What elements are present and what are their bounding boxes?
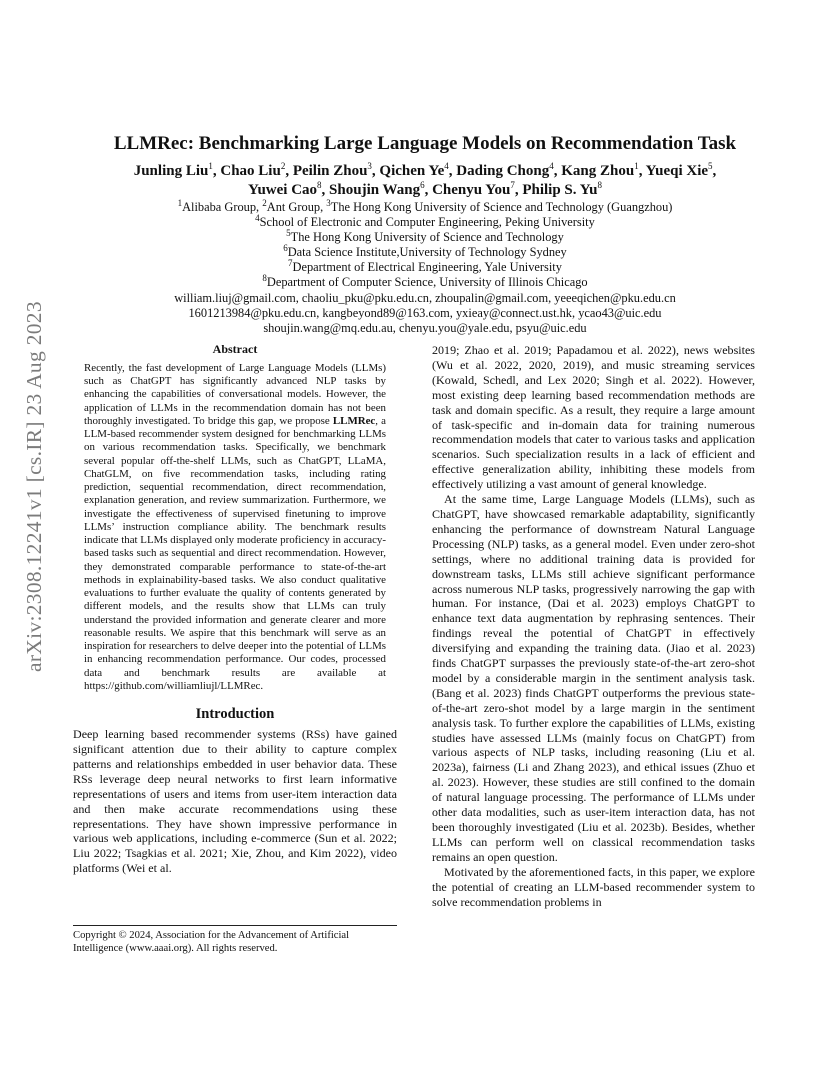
author-affiliation-mark: 8 <box>597 180 602 190</box>
author-name: Kang Zhou <box>561 163 635 179</box>
email-line: shoujin.wang@mq.edu.au, chenyu.you@yale.edu, psyu@uic.edu <box>263 320 587 335</box>
email-line: william.liuj@gmail.com, chaoliu_pku@pku.edu.cn, zhoupalin@gmail.com, yeeeqichen@pku.edu.cn <box>174 290 676 305</box>
affiliation-line: $^6$Data Science Institute,University of Technology Sydney <box>283 243 567 260</box>
system-name: LLMRec <box>332 414 376 427</box>
intro-paragraph: 2019; Zhao et al. 2019; Papadamou et al. 2022), news websites (Wu et al. 2022, 2020, 2019), and music streaming services (Kowald, Schedl, and Lex 2020; Singh et al. 2022). However, most existing deep learning based recommendation methods are task and domain specific. As a result, they require a large amount of task-specific and in-domain data for training numerous recommendation models that cater to various tasks and application scenarios. Such specialization results in a lack of efficient and effective generalization ability, inhibiting these models from effectively utilizing a vast amount of general knowledge. <box>432 343 755 492</box>
left-column <box>73 342 397 876</box>
author-name: Chao Liu <box>220 163 281 179</box>
author-name: Dading Chong <box>456 163 550 179</box>
arxiv-stamp: arXiv:2308.12241v1 [cs.IR] 23 Aug 2023 <box>22 301 46 673</box>
author-affiliation-mark: 7 <box>510 180 515 190</box>
author-affiliation-mark: 4 <box>549 161 554 171</box>
author-name: Qichen Ye <box>379 163 445 179</box>
abstract-heading: Abstract <box>212 342 258 356</box>
author-affiliation-mark: 5 <box>708 161 713 171</box>
affiliation-line: $^4$School of Electronic and Computer Engineering, Peking University <box>255 212 595 230</box>
author-affiliation-mark: 3 <box>367 161 372 171</box>
affiliation-line: $^1$Alibaba Group, $^2$Ant Group, $^3$The Hong Kong University of Science and Technology (Guangzhou) <box>177 197 673 214</box>
author-affiliation-mark: 6 <box>420 180 425 190</box>
intro-paragraph: Motivated by the aforementioned facts, in this paper, we explore the potential of creating an LLM-based recommender system to solve recommendation problems in <box>432 864 755 909</box>
abstract-text: Recently, the fast development of Large Language Models (LLMs) such as ChatGPT has significantly advanced NLP tasks by enhancing the capabilities of conversational models. However, the application of LLMs in the recommendation domain has not been thoroughly investigated. To bridge this gap, we propose LLMRec, a LLM-based recommender system designed for benchmarking LLMs on various recommendation tasks. Specifically, we benchmark several popular off-the-shelf LLMs, such as ChatGPT, LLaMA, ChatGLM, on five recommendation tasks, including rating prediction, sequential recommendation, direct recommendation, explanation generation, and review summarization. Furthermore, we investigate the effectiveness of supervised finetuning to improve LLMs’ instruction compliance ability. The benchmark results indicate that LLMs displayed only moderate proficiency in accuracy-based tasks such as sequential and direct recommendation. However, they demonstrated comparable performance to state-of-the-art methods in explainability-based tasks. We also conduct qualitative evaluations to further evaluate the quality of contents generated by different models, and the results show that LLMs can truly understand the provided information and generate clearer and more reasonable results. We aspire that this benchmark will serve as an inspiration for researchers to delve deeper into the potential of LLMs in enhancing recommendation performance. Our codes, processed data and benchmark results are available at https://github.com/williamliujl/LLMRec. <box>84 361 387 692</box>
paper-title: LLMRec: Benchmarking Large Language Models on Recommendation Task <box>113 133 737 154</box>
affiliation-line: $^5$The Hong Kong University of Science and Technology <box>286 228 564 245</box>
author-name: Chenyu You <box>432 182 511 198</box>
email-line: 1601213984@pku.edu.cn, kangbeyond89@163.com, yxieay@connect.ust.hk, ycao43@uic.edu <box>188 305 662 320</box>
author-affiliation-mark: 1 <box>634 161 639 171</box>
affiliation-line: $^8$Department of Computer Science, University of Illinois Chicago <box>262 273 588 290</box>
intro-paragraph: Deep learning based recommender systems (RSs) have gained significant attention due to their ability to capture complex patterns and relationships embedded in user behavior data. These RSs leverage deep neural networks to first learn informative representations of users and items from user-item interaction data and then make accurate recommendations using these representations. They have shown impressive performance in various web applications, including e-commerce (Sun et al. 2022; Liu 2022; Tsagkias et al. 2021; Xie, Zhou, and Kim 2022), video platforms (Wei et al. <box>73 727 397 876</box>
copyright-footnote: Copyright © 2024, Association for the Advancement of Artificial Intelligence (www.aaai.org). All rights reserved. <box>73 925 397 955</box>
author-name: Junling Liu <box>133 163 209 179</box>
right-column <box>432 343 755 909</box>
author-affiliation-mark: 2 <box>280 161 286 171</box>
author-affiliation-mark: 8 <box>317 180 322 190</box>
author-list: Junling Liu$^1$, Chao Liu$^2$, Peilin Zhou$^3$, Qichen Ye$^4$, Dading Chong$^4$, Kang Zhou$^1$, Yueqi Xie$^5$, Yuwei Cao$^8$, Shoujin Wang$^6$, Chenyu You$^7$, Philip S. Yu$^8$ <box>133 161 717 198</box>
author-name: Shoujin Wang <box>329 182 421 198</box>
author-name: Peilin Zhou <box>292 163 368 179</box>
author-name: Yuwei Cao <box>248 182 318 198</box>
affiliations-block <box>60 197 790 336</box>
affiliation-line: $^7$Department of Electrical Engineering, Yale University <box>288 258 562 275</box>
introduction-heading: Introduction <box>195 706 275 723</box>
author-name: Philip S. Yu <box>522 182 598 198</box>
author-affiliation-mark: 4 <box>444 161 449 171</box>
author-affiliation-mark: 1 <box>208 161 213 171</box>
author-name: Yueqi Xie <box>645 163 709 179</box>
intro-paragraph: At the same time, Large Language Models (LLMs), such as ChatGPT, have showcased remarkable adaptability, significantly enhancing the performance of downstream Natural Language Processing (NLP) tasks, as a general model. Even under zero-shot settings, where no additional training data is provided for downstream tasks, LLMs still achieve significant performance across numerous NLP tasks, progressively narrowing the gap with human. For instance, (Dai et al. 2023) employs ChatGPT to enhance text data augmentation by rephrasing sentences. Their findings reveal the potential of ChatGPT in effectively diversifying and expanding the training data. (Jiao et al. 2023) finds ChatGPT surpasses the previously state-of-the-art zero-shot model by a considerable margin in the sentiment analysis task. (Bang et al. 2023) finds ChatGPT outperforms the previous state-of-the-art zero-shot model by a large margin in the sentiment analysis task. To further explore the capabilities of LLMs, existing studies have assessed LLMs (mainly focus on ChatGPT) from various aspects of NLP tasks, including reasoning (Liu et al. 2023a), fairness (Li and Zhang 2023), and ethical issues (Zhuo et al. 2023). However, these studies are still confined to the domain of natural language processing. The performance of LLMs under other data modalities, such as user-item interaction data, has not been thoroughly investigated (Liu et al. 2023b). Besides, whether LLMs can perform well on classical recommendation tasks remains an open question. <box>432 492 755 864</box>
